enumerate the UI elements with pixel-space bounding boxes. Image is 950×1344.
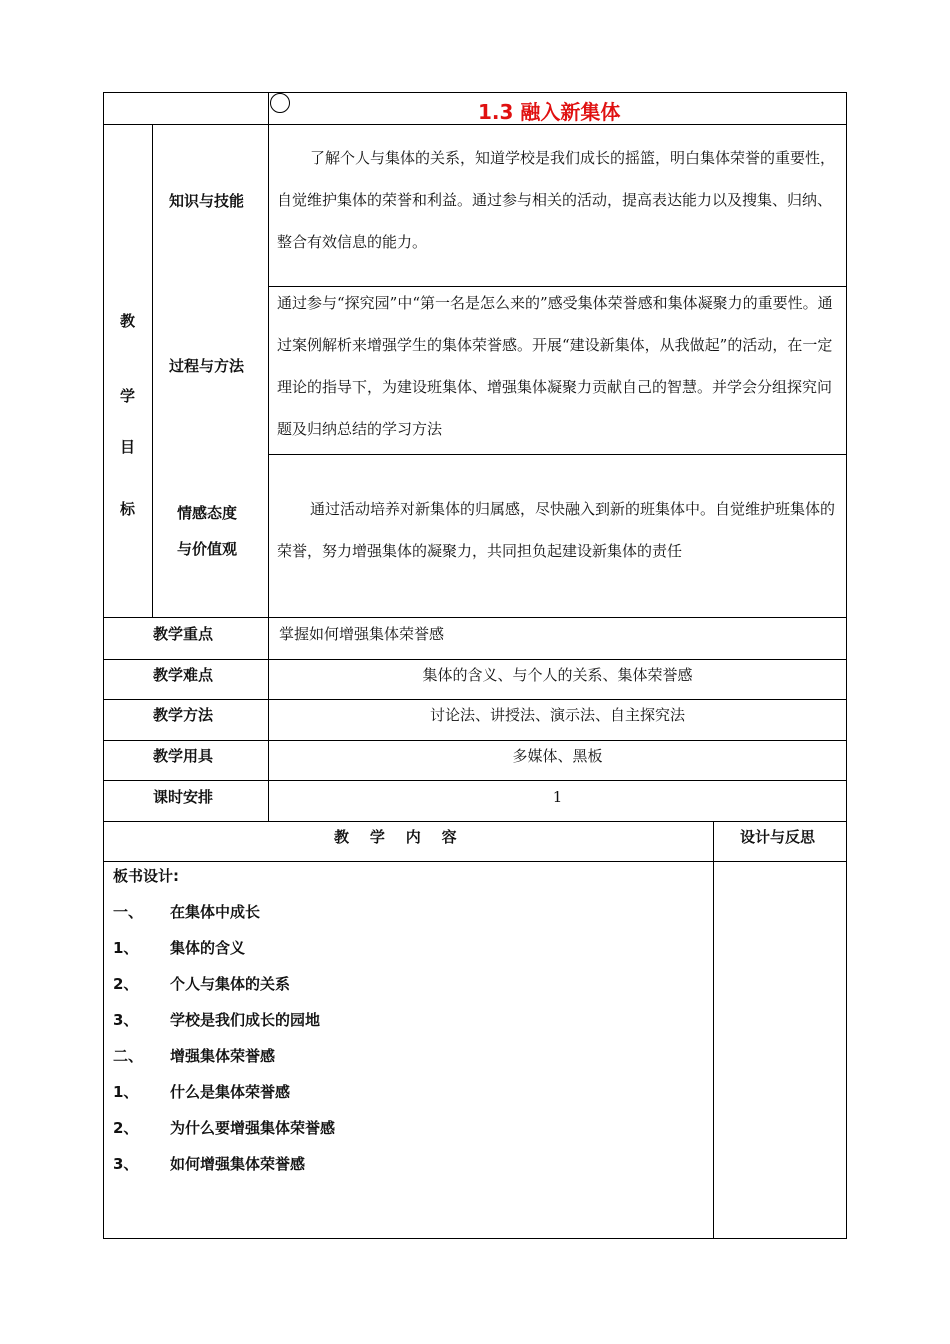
knowledge-skills-text: 了解个人与集体的关系，知道学校是我们成长的摇篮，明白集体荣誉的重要性，自觉维护集体的荣誉和利益。通过参与相关的活动，提高表达能力以及搜集、归纳、整合有效信息的能力。 [277, 149, 836, 251]
board-item-text: 为什么要增强集体荣誉感 [170, 1119, 336, 1137]
board-item-num: 2、 [113, 1119, 139, 1137]
row-divider [103, 699, 847, 700]
key-point-label: 教学重点 [153, 625, 214, 643]
row-divider [103, 861, 847, 862]
hours-label: 课时安排 [153, 788, 214, 806]
circle-mark-icon [270, 93, 290, 113]
tools-value: 多媒体、黑板 [512, 747, 603, 765]
process-method-label: 过程与方法 [169, 357, 245, 375]
column-divider [152, 124, 153, 617]
reflection-header: 设计与反思 [740, 828, 816, 846]
board-item-num: 2、 [113, 975, 139, 993]
attitude-values-label: 与价值观 [177, 540, 238, 558]
key-point-value: 掌握如何增强集体荣誉感 [279, 625, 445, 643]
method-value: 讨论法、讲授法、演示法、自主探究法 [429, 706, 685, 724]
content-header: 教 学 内 容 [334, 828, 457, 846]
board-item-text: 什么是集体荣誉感 [170, 1083, 291, 1101]
row-divider [103, 659, 847, 660]
row-divider [103, 740, 847, 741]
objectives-label-char: 学 [120, 387, 136, 405]
hours-value: 1 [552, 788, 563, 806]
board-item-text: 集体的含义 [170, 939, 246, 957]
process-method-text: 通过参与“探究园”中“第一名是怎么来的”感受集体荣誉感和集体凝聚力的重要性。通过案例解析来增强学生的集体荣誉感。开展“建设新集体，从我做起”的活动，在一定理论的指导下，为建设班集体、增强集体凝聚力贡献自己的智慧。并学会分组探究问题及归纳总结的学习方法 [277, 294, 833, 438]
board-item-num: 3、 [113, 1011, 139, 1029]
board-item-text: 在集体中成长 [170, 903, 261, 921]
tools-label: 教学用具 [153, 747, 214, 765]
attitude-values-label: 情感态度 [177, 504, 238, 522]
row-divider [103, 821, 847, 822]
board-item-text: 个人与集体的关系 [170, 975, 291, 993]
method-label: 教学方法 [153, 706, 214, 724]
board-item-text: 如何增强集体荣誉感 [170, 1155, 306, 1173]
board-item-num: 一、 [113, 903, 144, 921]
attitude-values-text: 通过活动培养对新集体的归属感，尽快融入到新的班集体中。自觉维护班集体的荣誉，努力增强集体的凝聚力，共同担负起建设新集体的责任 [277, 500, 836, 560]
page-title: 1.3 融入新集体 [478, 100, 621, 124]
row-divider [103, 780, 847, 781]
board-item-num: 1、 [113, 939, 139, 957]
board-item-text: 增强集体荣誉感 [170, 1047, 276, 1065]
board-item-num: 二、 [113, 1047, 144, 1065]
row-divider [103, 124, 847, 125]
board-item-num: 3、 [113, 1155, 139, 1173]
objectives-label-char: 教 [120, 312, 136, 330]
board-item-text: 学校是我们成长的园地 [170, 1011, 321, 1029]
row-divider [268, 454, 847, 455]
row-divider [103, 617, 847, 618]
board-item-num: 1、 [113, 1083, 139, 1101]
board-heading: 板书设计: [113, 867, 179, 885]
objectives-label-char: 目 [120, 438, 136, 456]
difficulty-value: 集体的含义、与个人的关系、集体荣誉感 [422, 666, 693, 684]
knowledge-skills-label: 知识与技能 [169, 192, 245, 210]
difficulty-label: 教学难点 [153, 666, 214, 684]
column-divider [713, 821, 714, 1239]
objectives-label-char: 标 [120, 500, 136, 518]
